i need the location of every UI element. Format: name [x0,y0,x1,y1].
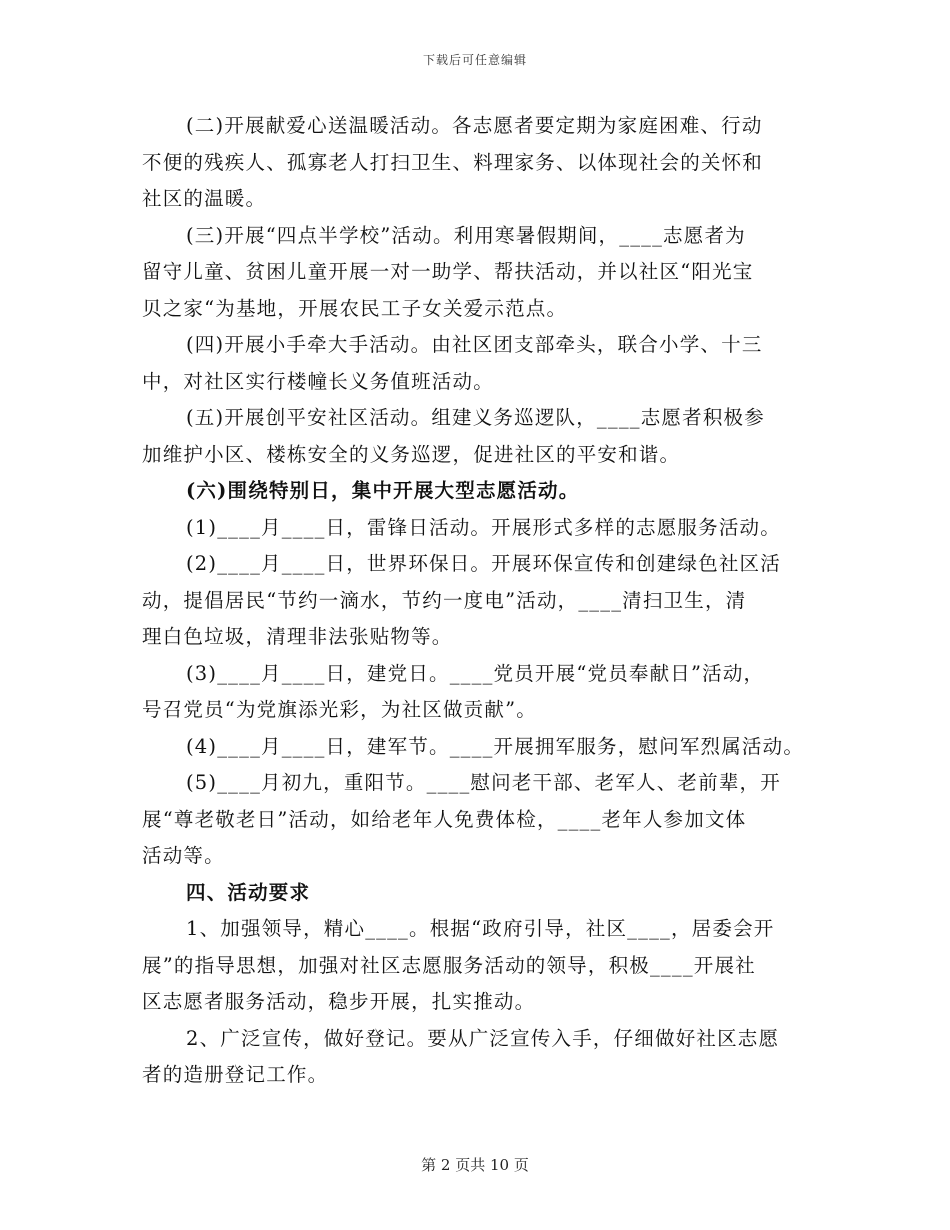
body-text-line: 不便的残疾人、孤寡老人打扫卫生、料理家务、以体现社会的关怀和 [142,150,764,174]
body-text-line: 中，对社区实行楼幢长义务值班活动。 [142,369,494,393]
page-number: 第 2 页共 10 页 [421,1156,529,1174]
header-note: 下载后可任意编辑 [422,53,527,67]
body-text-line: (三)开展“四点半学校”活动。利用寒暑假期间，____志愿者为 [186,223,746,247]
body-text-line: 展”的指导思想，加强对社区志愿服务活动的领导，积极____开展社 [142,953,756,977]
document-body [142,108,822,1094]
body-text-line: 加维护小区、楼栋安全的义务巡逻，促进社区的平安和谐。 [142,442,681,466]
section-heading-line: 四、活动要求 [186,880,311,904]
section-heading-line: (六)围绕特别日，集中开展大型志愿活动。 [186,479,580,502]
body-text-line: 号召党员“为党旗添光彩，为社区做贡献”。 [142,698,537,721]
body-text-line: (2)____月____日，世界环保日。开展环保宣传和创建绿色社区活 [186,552,781,575]
body-text-line: (二)开展献爱心送温暖活动。各志愿者要定期为家庭困难、行动 [186,114,763,137]
body-text-line: 社区的温暖。 [142,187,267,210]
body-text-line: 2、广泛宣传，做好登记。要从广泛宣传入手，仔细做好社区志愿 [186,1026,780,1050]
body-text-line: (5)____月初九，重阳节。____慰问老干部、老军人、老前辈，开 [186,771,781,794]
body-text-line: 活动等。 [142,844,225,867]
body-text-line: 者的造册登记工作。 [142,1063,329,1086]
body-text-line: 展“尊老敬老日”活动，如给老年人免费体检，____老年人参加文体 [142,807,747,831]
body-text-line: (4)____月____日，建军节。____开展拥军服务，慰问军烈属活动。 [186,734,805,758]
body-text-line: (1)____月____日，雷锋日活动。开展形式多样的志愿服务活动。 [186,515,781,539]
body-text-line: 理白色垃圾，清理非法张贴物等。 [142,625,453,648]
body-text-line: 动，提倡居民“节约一滴水，节约一度电”活动，____清扫卫生，清 [142,588,747,612]
body-text-line: 1、加强领导，精心____。根据“政府引导，社区____，居委会开 [186,917,775,940]
body-text-line: (四)开展小手牵大手活动。由社区团支部牵头，联合小学、十三 [186,333,763,356]
body-text-line: (3)____月____日，建党日。____党员开展“党员奉献日”活动， [186,661,765,685]
body-text-line: (五)开展创平安社区活动。组建义务巡逻队，____志愿者积极参 [186,406,765,429]
body-text-line: 贝之家“为基地，开展农民工子女关爱示范点。 [142,296,568,320]
body-text-line: 区志愿者服务活动，稳步开展，扎实推动。 [142,990,536,1013]
body-text-line: 留守儿童、贫困儿童开展一对一助学、帮扶活动，并以社区“阳光宝 [142,260,754,283]
